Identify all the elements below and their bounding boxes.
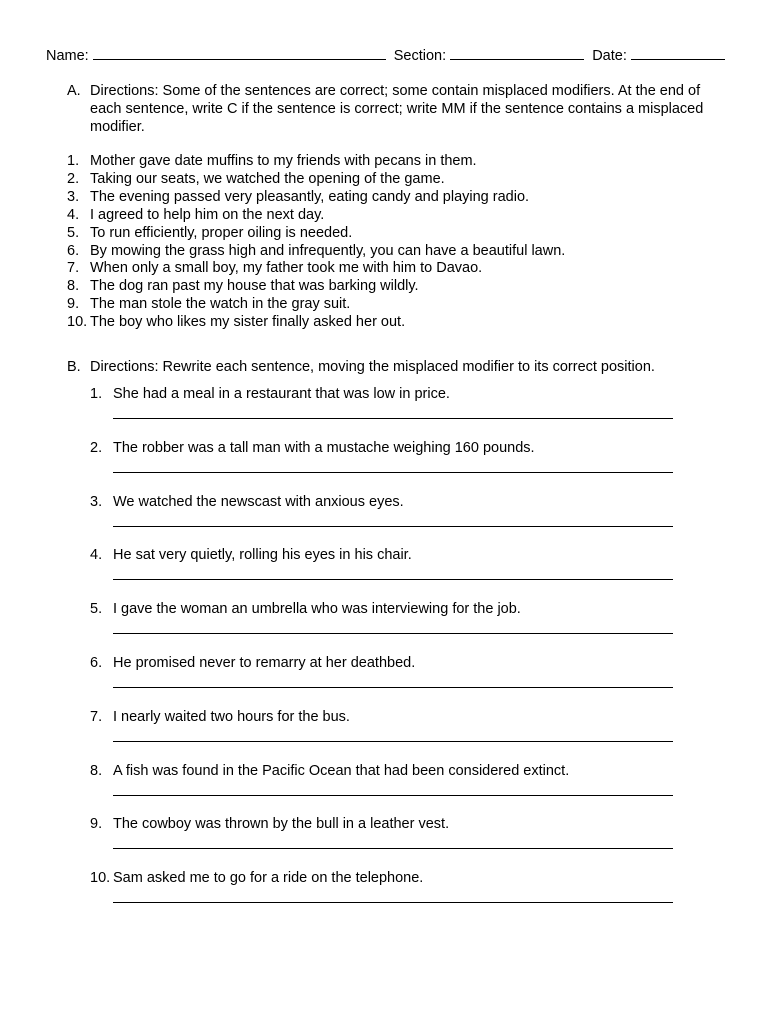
part-a-item-number: 1. <box>67 153 80 169</box>
part-a-item <box>67 225 727 243</box>
part-b-item <box>90 815 680 849</box>
worksheet-header <box>46 45 726 66</box>
part-a-item <box>67 207 727 225</box>
answer-line[interactable] <box>113 417 673 419</box>
answer-line[interactable] <box>113 740 673 742</box>
part-a-item-text: Taking our seats, we watched the opening of the game. <box>90 170 445 187</box>
part-a-item-text: I agreed to help him on the next day. <box>90 206 325 223</box>
part-b-item <box>90 654 680 688</box>
part-b-item-text: The robber was a tall man with a mustache weighing 160 pounds. <box>113 439 535 456</box>
part-a-item <box>67 171 727 189</box>
part-a-item <box>67 278 727 296</box>
part-b-item-number: 1. <box>90 386 103 402</box>
name-field[interactable] <box>46 45 386 66</box>
part-b-item-number: 5. <box>90 601 103 618</box>
part-b-item-text: We watched the newscast with anxious eyes. <box>113 493 404 510</box>
answer-line[interactable] <box>113 632 673 634</box>
part-a-letter: A. <box>67 83 81 99</box>
part-b-directions-text: Directions: Rewrite each sentence, moving the misplaced modifier to its correct position. <box>90 359 655 375</box>
part-a-item-text: Mother gave date muffins to my friends with pecans in them. <box>90 153 477 169</box>
date-blank-line[interactable] <box>631 45 725 60</box>
part-a-item-number: 3. <box>67 188 80 205</box>
name-label: Name: <box>46 48 89 64</box>
part-a-item-text: By mowing the grass high and infrequently, you can have a beautiful lawn. <box>90 242 566 259</box>
part-b-item <box>90 869 680 903</box>
part-b-item-number: 6. <box>90 655 103 671</box>
part-b-item-text: A fish was found in the Pacific Ocean that had been considered extinct. <box>113 762 570 779</box>
part-a-item <box>67 189 727 207</box>
part-a-item-text: When only a small boy, my father took me with him to Davao. <box>90 260 483 277</box>
part-a-item-text: The dog ran past my house that was barking wildly. <box>90 278 419 295</box>
section-field[interactable] <box>394 45 584 66</box>
part-a-item-number: 9. <box>67 296 80 313</box>
part-b-item <box>90 439 680 473</box>
part-a-item-text: The man stole the watch in the gray suit. <box>90 296 351 313</box>
part-a-sentence-list <box>67 153 727 332</box>
name-blank-line[interactable] <box>93 45 386 60</box>
part-b-item <box>90 600 680 634</box>
date-label: Date: <box>592 48 627 64</box>
section-blank-line[interactable] <box>450 45 584 60</box>
part-a-item-number: 6. <box>67 242 80 259</box>
part-a-directions <box>67 82 727 136</box>
part-b-item-number: 2. <box>90 439 103 456</box>
part-a-item <box>67 260 727 278</box>
part-a-item-number: 2. <box>67 170 80 187</box>
answer-line[interactable] <box>113 901 673 903</box>
answer-line[interactable] <box>113 847 673 849</box>
answer-line[interactable] <box>113 471 673 473</box>
part-a-item-number: 7. <box>67 260 80 277</box>
part-b-item-number: 3. <box>90 493 103 510</box>
part-b-item <box>90 546 680 580</box>
answer-line[interactable] <box>113 794 673 796</box>
part-a-item-text: To run efficiently, proper oiling is needed. <box>90 224 353 241</box>
part-a-item-text: The boy who likes my sister finally asked her out. <box>90 314 406 331</box>
part-a-directions-text: Directions: Some of the sentences are correct; some contain misplaced modifiers. At the end of each sentence, write C if the sentence is correct; write MM if the sentence contains a misplaced modifier. <box>90 83 704 135</box>
part-a-item-number: 8. <box>67 278 80 295</box>
part-b-directions <box>67 358 727 376</box>
answer-line[interactable] <box>113 578 673 580</box>
part-b-item-number: 4. <box>90 547 103 564</box>
part-b-letter: B. <box>67 359 81 375</box>
part-b-item-text: He promised never to remarry at her deathbed. <box>113 655 416 671</box>
part-b-item <box>90 708 680 742</box>
part-b-item-number: 8. <box>90 762 103 779</box>
part-b-item-text: The cowboy was thrown by the bull in a leather vest. <box>113 816 450 833</box>
part-b-item-number: 9. <box>90 816 103 833</box>
section-label: Section: <box>393 48 447 64</box>
part-a-item <box>67 243 727 261</box>
part-a-item <box>67 314 727 332</box>
part-a-item-number: 10. <box>67 314 88 331</box>
part-b-item-text: He sat very quietly, rolling his eyes in his chair. <box>113 547 412 564</box>
part-b-item <box>90 493 680 527</box>
part-a-item <box>67 153 727 171</box>
date-field[interactable] <box>592 45 725 66</box>
part-a-item-text: The evening passed very pleasantly, eating candy and playing radio. <box>90 188 530 205</box>
part-b-item-text: I gave the woman an umbrella who was interviewing for the job. <box>113 601 521 618</box>
part-a-item <box>67 296 727 314</box>
part-b-item <box>90 762 680 796</box>
part-b-item-number: 7. <box>90 708 103 725</box>
part-b-item <box>90 385 680 419</box>
part-b-item-text: She had a meal in a restaurant that was low in price. <box>113 386 450 402</box>
part-b-item-text: I nearly waited two hours for the bus. <box>113 708 350 725</box>
part-a-item-number: 4. <box>67 206 80 223</box>
answer-line[interactable] <box>113 686 673 688</box>
answer-line[interactable] <box>113 525 673 527</box>
part-a-item-number: 5. <box>67 224 80 241</box>
part-b-item-number: 10. <box>90 870 111 887</box>
part-b-item-text: Sam asked me to go for a ride on the telephone. <box>113 870 424 887</box>
